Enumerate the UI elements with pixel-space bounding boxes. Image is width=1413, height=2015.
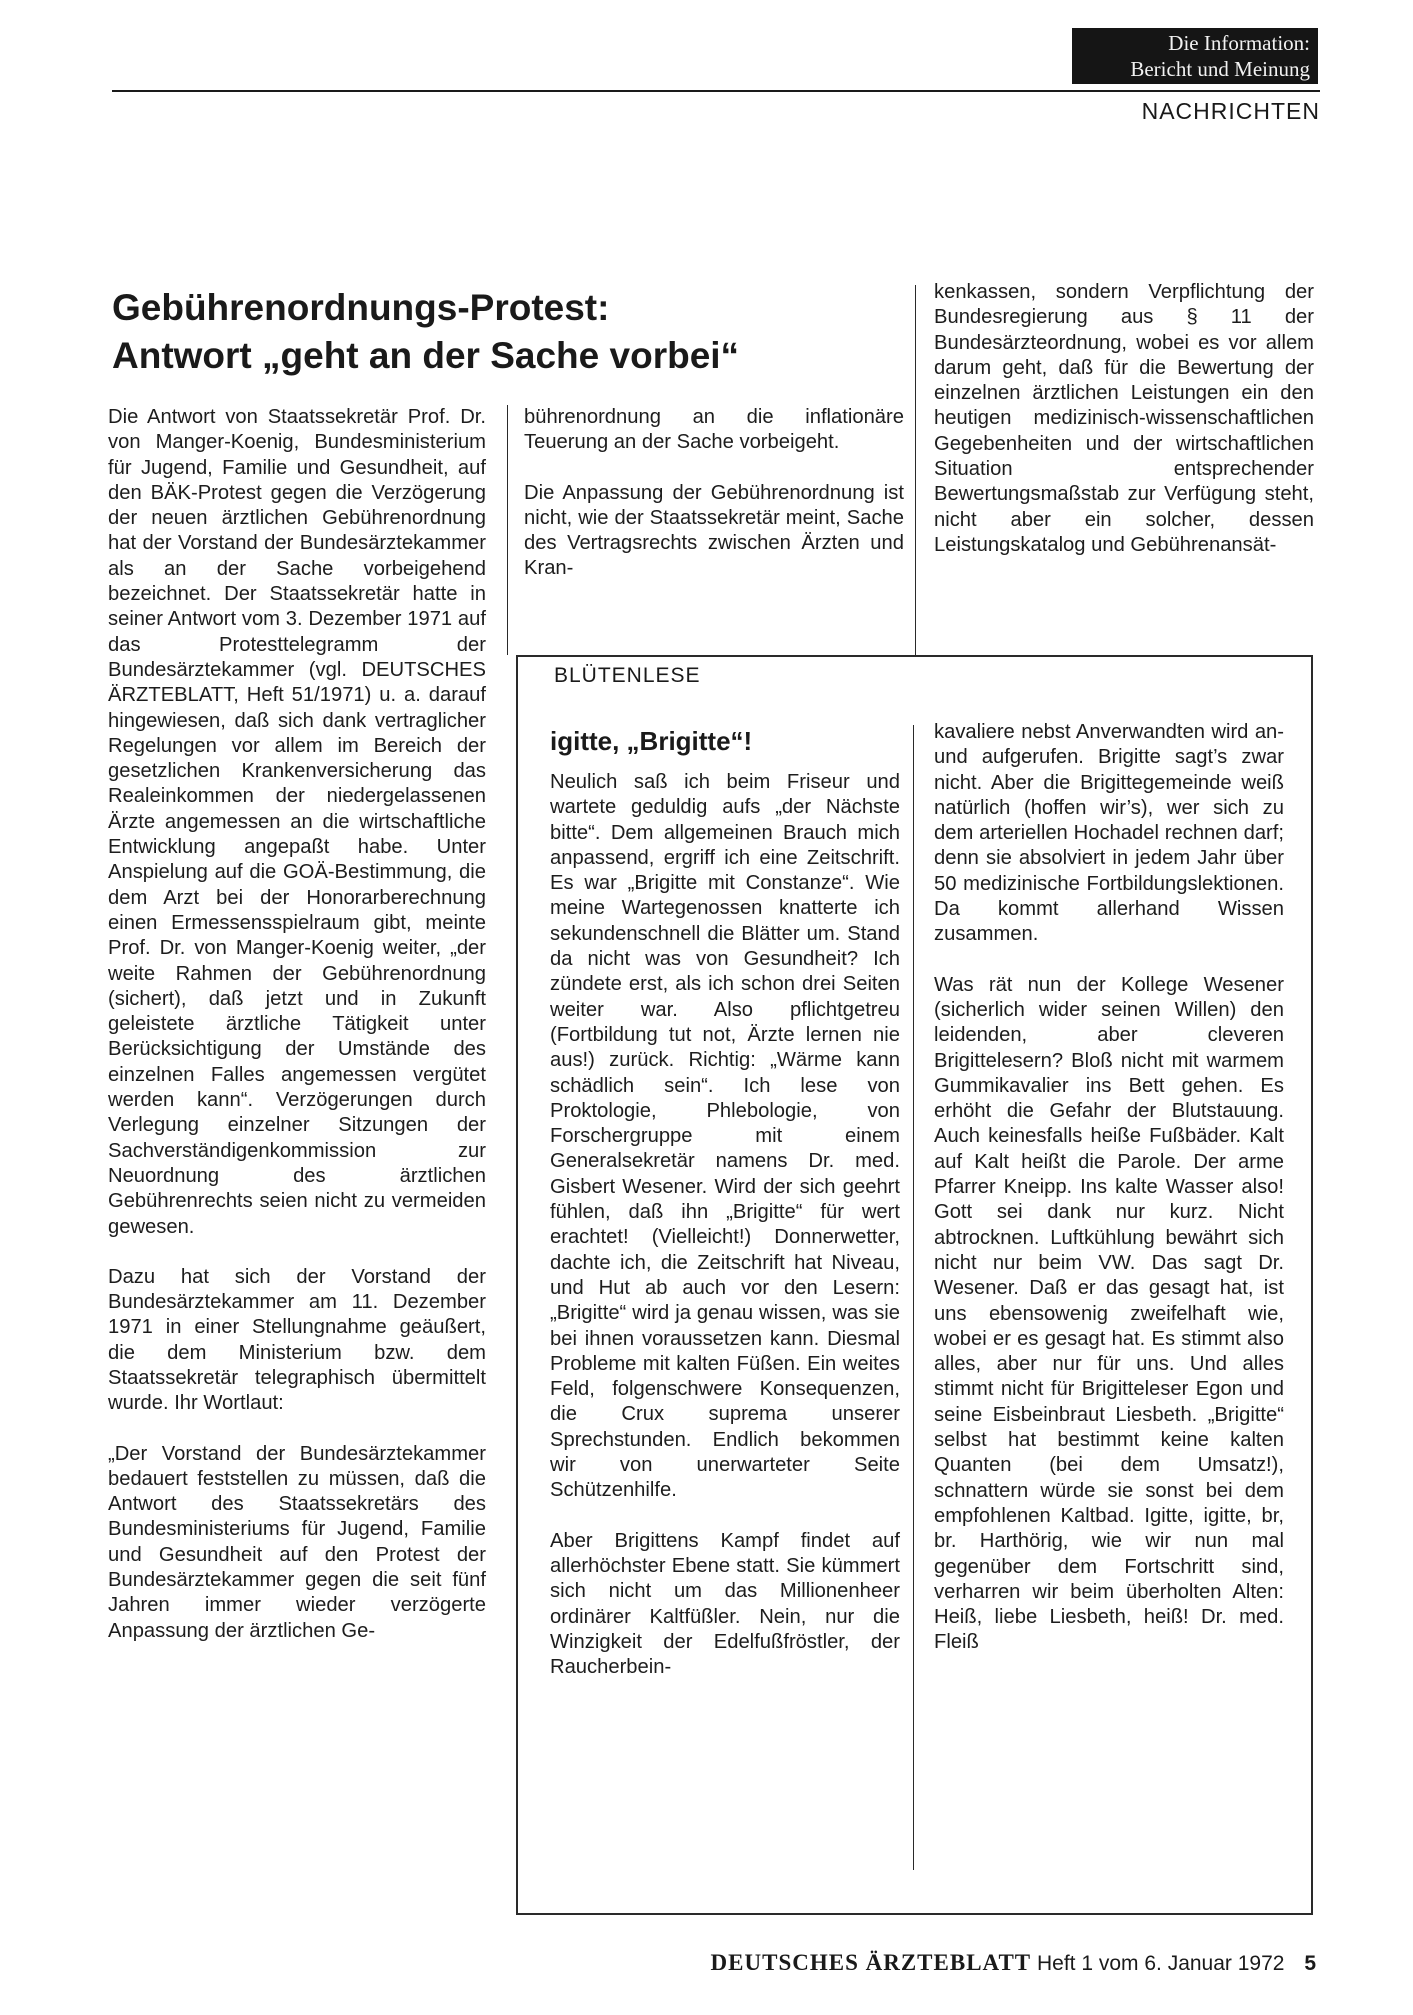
article-title-line-2: Antwort „geht an der Sache vorbei“ bbox=[112, 335, 740, 376]
sidebar-column-divider bbox=[913, 725, 914, 1870]
badge-line-1: Die Information: bbox=[1168, 31, 1310, 55]
paragraph: Die Anpassung der Gebührenordnung ist nicht, wie der Staatssekretär meint, Sache des Vertragsrechts zwischen Ärzten und Kran- bbox=[524, 481, 904, 580]
paragraph: kenkassen, sondern Verpflichtung der Bundesregierung aus § 11 der Bundesärzteordnung, wobei es vor allem darum geht, daß für die Bewertung der einzelnen ärztlichen Leistungen ein den heutigen medizinisch-wissenschaftlichen Gegebenheiten und der wirtschaftlichen Situation entsprechender Bewertungsmaßstab zur Verfügung steht, nicht aber ein solcher, dessen Leistungskatalog und Gebührenansät- bbox=[934, 281, 1314, 556]
page-footer bbox=[711, 1950, 1316, 1976]
paragraph: bührenordnung an die inflationäre Teuerung an der Sache vorbeigeht. bbox=[524, 406, 904, 454]
sidebar-title: igitte, „Brigitte“! bbox=[550, 726, 753, 756]
journal-name: DEUTSCHES ÄRZTEBLATT bbox=[710, 1950, 1032, 1975]
article-column-3 bbox=[934, 280, 1314, 558]
badge-line-2: Bericht und Meinung bbox=[1130, 57, 1310, 81]
section-label: NACHRICHTEN bbox=[1141, 98, 1320, 124]
column-divider bbox=[507, 405, 508, 655]
header-rule bbox=[112, 90, 1320, 92]
paragraph: Dazu hat sich der Vorstand der Bundesärztekammer am 11. Dezember 1971 in einer Stellungnahme geäußert, die dem Ministerium bzw. dem Staatssekretär telegraphisch übermittelt wurde. Ihr Wortlaut: bbox=[108, 1265, 486, 1415]
paragraph: kavaliere nebst Anverwandten wird an- und aufgerufen. Brigitte sagt’s zwar nicht. Aber die Brigittegemeinde weiß natürlich (hoffen wir’s), wer sich zu dem arteriellen Hochadel rechnen darf; denn sie absolviert in jedem Jahr über 50 medizinische Fortbildungslektionen. Da kommt allerhand Wissen zusammen. bbox=[934, 721, 1284, 946]
sidebar-label: BLÜTENLESE bbox=[554, 664, 701, 687]
paragraph: Aber Brigittens Kampf findet auf allerhöchster Ebene statt. Sie kümmert sich nicht um das Millionenheer ordinärer Kaltfüßler. Nein, nur die Winzigkeit der Edelfußfröstler, der Raucherbein- bbox=[550, 1529, 900, 1679]
paragraph: Was rät nun der Kollege Wesener (sicherlich wider seinen Willen) den leidenden, aber cleveren Brigittelesern? Bloß nicht mit warmem Gummikavalier ins Bett gehen. Es erhöht die Gefahr der Blutstauung. Auch keinesfalls heiße Fußbäder. Kalt auf Kalt heißt die Parole. Der arme Pfarrer Kneipp. Ins kalte Wasser also! Gott sei dank nur kurz. Nicht abtrocknen. Luftkühlung bewährt sich nicht nur beim VW. Das sagt Dr. Wesener. Daß er das gesagt hat, ist uns ebensowenig zweifelhaft wie, wobei er es gesagt hat. Es stimmt also alles, aber nur für uns. Und alles stimmt nicht für Brigitteleser Egon und seine Eisbeinbraut Liesbeth. „Brigitte“ selbst hat bestimmt keine kalten Quanten (bei dem Umsatz!), schnattern würde sie sonst bei dem empfohlenen Kaltbad. Igitte, igitte, br, br. Harthörig, wie wir nun mal gegenüber dem Fortschritt sind, verharren wir beim überholten Alten: Heiß, liebe Liesbeth, heiß! Dr. med. Fleiß bbox=[934, 973, 1284, 1654]
sidebar-column-1 bbox=[550, 770, 900, 1680]
section-badge bbox=[1072, 28, 1318, 84]
article-title bbox=[112, 284, 912, 380]
paragraph: „Der Vorstand der Bundesärztekammer bedauert feststellen zu müssen, daß die Antwort des Staatssekretärs des Bundesministeriums für Jugend, Familie und Gesundheit auf den Protest der Bundesärztekammer gegen die seit fünf Jahren immer wieder verzögerte Anpassung der ärztlichen Ge- bbox=[108, 1442, 486, 1642]
paragraph: Die Antwort von Staatssekretär Prof. Dr. von Manger-Koenig, Bundesministerium für Jugend, Familie und Gesundheit, auf den BÄK-Protest gegen die Verzögerung der neuen ärztlichen Gebührenordnung hat der Vorstand der Bundesärztekammer als an der Sache vorbeigehend bezeichnet. Der Staatssekretär hatte in seiner Antwort vom 3. Dezember 1971 auf das Protesttelegramm der Bundesärztekammer (vgl. DEUTSCHES ÄRZTEBLATT, Heft 51/1971) u. a. darauf hingewiesen, daß sich dank vertraglicher Regelungen vor allem im Bereich der gesetzlichen Krankenversicherung das Realeinkommen der niedergelassenen Ärzte angemessen an die wirtschaftliche Entwicklung angepaßt habe. Unter Anspielung auf die GOÄ-Bestimmung, die dem Arzt bei der Honorarberechnung einen Ermessensspielraum gibt, meinte Prof. Dr. von Manger-Koenig weiter, „der weite Rahmen der Gebührenordnung (sichert), daß jetzt und in Zukunft geleistete ärztliche Tätigkeit unter Berücksichtigung der Umstände des einzelnen Falles angemessen vergütet werden kann“. Verzögerungen durch Verlegung einzelner Sitzungen der Sachverständigenkommission zur Neuordnung des ärztlichen Gebührenrechts seien nicht zu vermeiden gewesen. bbox=[108, 406, 486, 1238]
article-column-1 bbox=[108, 405, 486, 1644]
issue-info: Heft 1 vom 6. Januar 1972 bbox=[1036, 1952, 1285, 1975]
column-divider bbox=[915, 285, 916, 655]
paragraph: Neulich saß ich beim Friseur und wartete geduldig aufs „der Nächste bitte“. Dem allgemeinen Brauch mich anpassend, ergriff ich eine Zeitschrift. Es war „Brigitte mit Constanze“. Wie meine Wartegenossen knatterte ich sekundenschnell die Blätter um. Stand da nicht was von Gesundheit? Ich zündete erst, als ich schon drei Seiten weiter war. Also pflichtgetreu (Fortbildung tut not, Ärzte lernen nie aus!) zurück. Richtig: „Wärme kann schädlich sein“. Ich lese von Proktologie, Phlebologie, von Forschergruppe mit einem Generalsekretär namens Dr. med. Gisbert Wesener. Wird der sich geehrt fühlen, daß ihn „Brigitte“ für wert erachtet! (Vielleicht!) Donnerwetter, dachte ich, die Zeitschrift hat Niveau, und Hut ab auch vor den Lesern: „Brigitte“ wird ja genau wissen, was sie bei ihnen voraussetzen kann. Diesmal Probleme mit kalten Füßen. Ein weites Feld, folgenschwere Konsequenzen, die Crux suprema unserer Sprechstunden. Endlich bekommen wir von unerwarteter Seite Schützenhilfe. bbox=[550, 771, 900, 1502]
article-column-2 bbox=[524, 405, 904, 582]
article-title-line-1: Gebührenordnungs-Protest: bbox=[112, 287, 610, 328]
page-number: 5 bbox=[1304, 1952, 1316, 1975]
sidebar-column-2 bbox=[934, 720, 1284, 1656]
